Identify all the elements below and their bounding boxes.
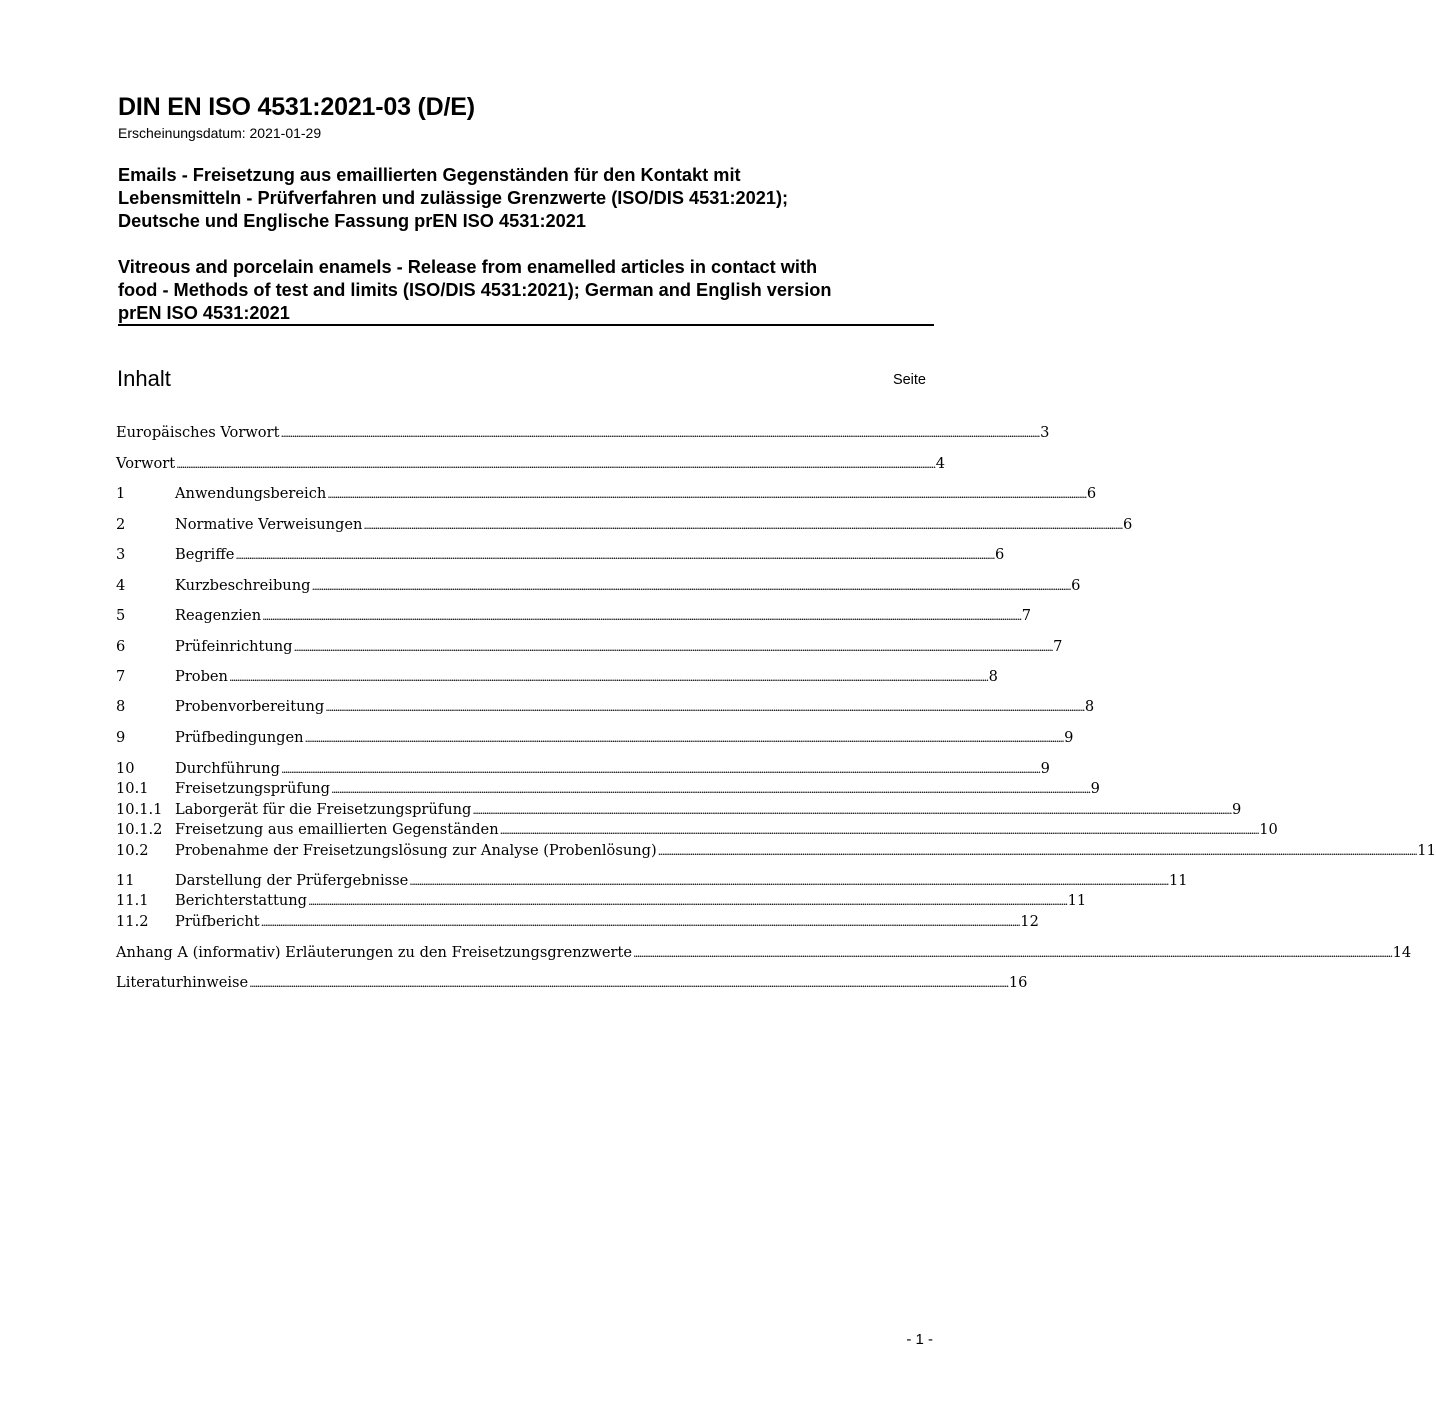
toc-entry-page: 7 bbox=[1021, 607, 1032, 624]
toc-dot-leader: ................................................................................................................................................................................................................................................................................................................................................................................................................ bbox=[472, 804, 1231, 817]
toc-dot-leader: ................................................................................................................................................................................................................................................................................................................................................................................................................ bbox=[280, 763, 1040, 776]
title-english-line: Vitreous and porcelain enamels - Release from enamelled articles in contact with bbox=[118, 257, 818, 277]
toc-entry-number: 8 bbox=[116, 698, 126, 715]
toc-dot-leader: ................................................................................................................................................................................................................................................................................................................................................................................................................ bbox=[657, 845, 1417, 858]
toc-entry[interactable] bbox=[116, 820, 1278, 840]
toc-dot-leader: ................................................................................................................................................................................................................................................................................................................................................................................................................ bbox=[307, 895, 1067, 908]
toc-dot-leader: ................................................................................................................................................................................................................................................................................................................................................................................................................ bbox=[330, 783, 1090, 796]
toc-entry-number: 10.2 bbox=[116, 842, 149, 859]
toc-entry[interactable] bbox=[116, 800, 1242, 820]
toc-dot-leader: ................................................................................................................................................................................................................................................................................................................................................................................................................ bbox=[280, 427, 1040, 440]
toc-entry-page: 4 bbox=[935, 455, 946, 472]
toc-entry[interactable] bbox=[116, 545, 1005, 565]
toc-entry-number: 11 bbox=[116, 872, 135, 889]
toc-entry-title: Prüfbedingungen bbox=[175, 729, 304, 746]
toc-entry-page: 14 bbox=[1392, 944, 1412, 961]
toc-entry-title: Begriffe bbox=[175, 546, 235, 563]
toc-entry-number: 10.1.1 bbox=[116, 801, 163, 818]
toc-entry-page: 6 bbox=[1071, 577, 1081, 594]
toc-dot-leader: ................................................................................................................................................................................................................................................................................................................................................................................................................ bbox=[409, 875, 1168, 888]
toc-entry-number: 5 bbox=[116, 607, 126, 624]
toc-entry[interactable] bbox=[116, 606, 1032, 626]
toc-dot-leader: ................................................................................................................................................................................................................................................................................................................................................................................................................ bbox=[249, 977, 1008, 990]
toc-entry-number: 11.2 bbox=[116, 913, 149, 930]
title-german-line: Lebensmitteln - Prüfverfahren und zulässige Grenzwerte (ISO/DIS 4531:2021); bbox=[118, 188, 789, 208]
toc-entry-number: 1 bbox=[116, 485, 126, 502]
toc-dot-leader: ................................................................................................................................................................................................................................................................................................................................................................................................................ bbox=[499, 824, 1259, 837]
toc-dot-leader: ................................................................................................................................................................................................................................................................................................................................................................................................................ bbox=[304, 732, 1064, 745]
toc-entry-title: Normative Verweisungen bbox=[175, 516, 363, 533]
toc-entry-number: 9 bbox=[116, 729, 126, 746]
toc-entry-page: 6 bbox=[1123, 516, 1133, 533]
toc-entry[interactable] bbox=[116, 891, 1087, 911]
toc-entry-page: 7 bbox=[1053, 638, 1063, 655]
toc-entry-page: 6 bbox=[995, 546, 1005, 563]
toc-entry-title: Reagenzien bbox=[175, 607, 262, 624]
toc-dot-leader: ................................................................................................................................................................................................................................................................................................................................................................................................................ bbox=[311, 580, 1071, 593]
toc-entry-title: Berichterstattung bbox=[175, 892, 307, 909]
toc-dot-leader: ................................................................................................................................................................................................................................................................................................................................................................................................................ bbox=[228, 671, 988, 684]
toc-dot-leader: ................................................................................................................................................................................................................................................................................................................................................................................................................ bbox=[293, 641, 1053, 654]
toc-entry[interactable] bbox=[116, 973, 1028, 993]
toc-entry-page: 8 bbox=[988, 668, 998, 685]
toc-entry-title: Prüfeinrichtung bbox=[175, 638, 293, 655]
toc-entry-title: Laborgerät für die Freisetzungsprüfung bbox=[175, 801, 472, 818]
toc-entry-title: Europäisches Vorwort bbox=[116, 424, 280, 441]
toc-entry-title: Proben bbox=[175, 668, 228, 685]
toc-entry-title: Durchführung bbox=[175, 760, 280, 777]
toc-entry-title: Probenahme der Freisetzungslösung zur Analyse (Probenlösung) bbox=[175, 842, 657, 859]
toc-entry[interactable] bbox=[116, 484, 1097, 504]
toc-entry[interactable] bbox=[116, 943, 1412, 963]
toc-entry-number: 11.1 bbox=[116, 892, 149, 909]
toc-dot-leader: ................................................................................................................................................................................................................................................................................................................................................................................................................ bbox=[260, 916, 1020, 929]
toc-entry-title: Anwendungsbereich bbox=[175, 485, 327, 502]
toc-entry-title: Kurzbeschreibung bbox=[175, 577, 311, 594]
toc-dot-leader: ................................................................................................................................................................................................................................................................................................................................................................................................................ bbox=[325, 701, 1084, 714]
toc-entry-page: 3 bbox=[1040, 424, 1050, 441]
title-english-line: food - Methods of test and limits (ISO/DIS 4531:2021); German and English version bbox=[118, 280, 832, 300]
toc-entry-number: 10 bbox=[116, 760, 135, 777]
toc-entry-page: 11 bbox=[1168, 872, 1188, 889]
toc-entry-page: 8 bbox=[1084, 698, 1095, 715]
toc-entry-page: 11 bbox=[1417, 842, 1436, 859]
toc-entry-page: 9 bbox=[1064, 729, 1074, 746]
toc-entry[interactable] bbox=[116, 728, 1074, 748]
toc-entry-number: 10.1 bbox=[116, 780, 149, 797]
title-german-line: Emails - Freisetzung aus emaillierten Gegenständen für den Kontakt mit bbox=[118, 165, 741, 185]
toc-entry-number: 3 bbox=[116, 546, 126, 563]
toc-entry-number: 2 bbox=[116, 516, 126, 533]
toc-entry-title: Vorwort bbox=[116, 455, 176, 472]
toc-dot-leader: ................................................................................................................................................................................................................................................................................................................................................................................................................ bbox=[632, 947, 1392, 960]
toc-entry[interactable] bbox=[116, 423, 1050, 443]
toc-entry-title: Probenvorbereitung bbox=[175, 698, 325, 715]
toc-dot-leader: ................................................................................................................................................................................................................................................................................................................................................................................................................ bbox=[262, 610, 1021, 623]
toc-entry[interactable] bbox=[116, 576, 1081, 596]
toc-entry[interactable] bbox=[116, 454, 946, 474]
standard-title: DIN EN ISO 4531:2021-03 (D/E) bbox=[118, 93, 475, 121]
toc-entry[interactable] bbox=[116, 515, 1133, 535]
toc-entry[interactable] bbox=[116, 759, 1050, 779]
toc-entry-title: Prüfbericht bbox=[175, 913, 260, 930]
toc-entry-page: 9 bbox=[1231, 801, 1242, 818]
toc-dot-leader: ................................................................................................................................................................................................................................................................................................................................................................................................................ bbox=[176, 458, 935, 471]
toc-entry-number: 4 bbox=[116, 577, 126, 594]
toc-entry-page: 12 bbox=[1020, 913, 1039, 930]
toc-entry-page: 9 bbox=[1040, 760, 1050, 777]
title-english bbox=[118, 256, 918, 325]
toc-entry-title: Darstellung der Prüfergebnisse bbox=[175, 872, 409, 889]
toc-entry[interactable] bbox=[116, 912, 1039, 932]
toc-entry-number: 10.1.2 bbox=[116, 821, 163, 838]
toc-dot-leader: ................................................................................................................................................................................................................................................................................................................................................................................................................ bbox=[327, 488, 1086, 501]
toc-entry-title: Freisetzungsprüfung bbox=[175, 780, 330, 797]
toc-entry[interactable] bbox=[116, 697, 1095, 717]
toc-entry[interactable] bbox=[116, 779, 1100, 799]
toc-entry-number: 7 bbox=[116, 668, 126, 685]
title-german-line: Deutsche und Englische Fassung prEN ISO 4531:2021 bbox=[118, 211, 586, 231]
release-date: Erscheinungsdatum: 2021-01-29 bbox=[118, 125, 322, 141]
toc-entry-page: 9 bbox=[1090, 780, 1100, 797]
toc-entry-page: 10 bbox=[1259, 821, 1278, 838]
page-number: - 1 - bbox=[906, 1331, 933, 1348]
toc-entry-page: 16 bbox=[1008, 974, 1028, 991]
toc-entry[interactable] bbox=[116, 871, 1188, 891]
toc-heading: Inhalt bbox=[117, 366, 171, 391]
toc-entry[interactable] bbox=[116, 667, 998, 687]
toc-entry-title: Literaturhinweise bbox=[116, 974, 249, 991]
toc-entry[interactable] bbox=[116, 637, 1063, 657]
toc-entry-page: 11 bbox=[1067, 892, 1087, 909]
toc-dot-leader: ................................................................................................................................................................................................................................................................................................................................................................................................................ bbox=[235, 549, 994, 562]
toc-entry-title: Freisetzung aus emaillierten Gegenständen bbox=[175, 821, 499, 838]
toc-entry-title: Anhang A (informativ) Erläuterungen zu den Freisetzungsgrenzwerte bbox=[116, 944, 632, 961]
toc-entry-number: 6 bbox=[116, 638, 126, 655]
title-divider bbox=[118, 324, 934, 326]
toc-dot-leader: ................................................................................................................................................................................................................................................................................................................................................................................................................ bbox=[363, 519, 1123, 532]
title-german bbox=[118, 164, 918, 233]
toc-page-column-label: Seite bbox=[892, 372, 926, 388]
title-english-line: prEN ISO 4531:2021 bbox=[118, 303, 290, 323]
toc-entry[interactable] bbox=[116, 841, 1436, 861]
toc-entry-page: 6 bbox=[1086, 485, 1097, 502]
